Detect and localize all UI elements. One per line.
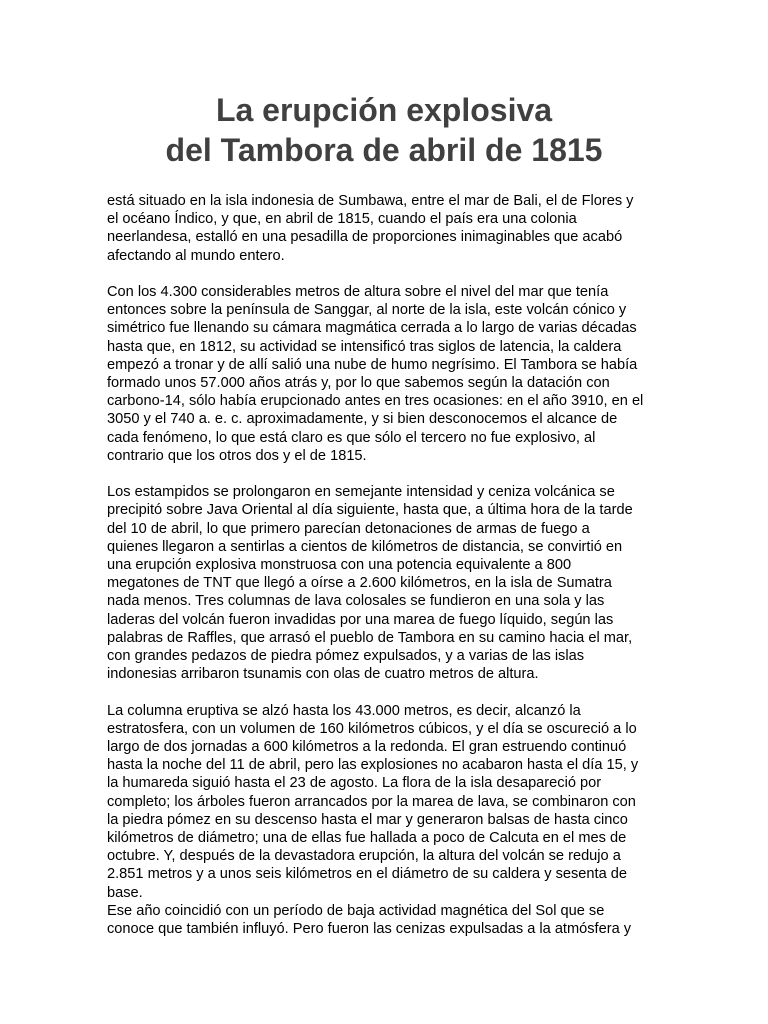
text-line: precipitó sobre Java Oriental al día siguiente, hasta que, a última hora de la tarde (107, 502, 633, 519)
text-line: neerlandesa, estalló en una pesadilla de proporciones inimaginables que acabó (107, 229, 623, 246)
paragraph-5 (107, 902, 667, 938)
paragraph-4 (107, 702, 667, 902)
document-body (107, 192, 667, 938)
paragraph-2 (107, 283, 667, 465)
text-line: palabras de Raffles, que arrasó el pueblo de Tambora en su camino hacia el mar, (107, 629, 633, 646)
text-line: Ese año coincidió con un período de baja actividad magnética del Sol que se (107, 902, 605, 919)
text-line: indonesias arribaron tsunamis con olas de cuatro metros de altura. (107, 666, 539, 683)
text-line: contrario que los otros dos y el de 1815. (107, 447, 367, 464)
text-line: del 10 de abril, lo que primero parecían detonaciones de armas de fuego a (107, 520, 590, 537)
text-line: cada fenómeno, lo que está claro es que sólo el tercero no fue explosivo, al (107, 429, 596, 446)
text-line: la humareda siguió hasta el 23 de agosto. La flora de la isla desapareció por (107, 775, 602, 792)
text-line: empezó a tronar y de allí salió una nube de humo negrísimo. El Tambora se había (107, 356, 638, 373)
text-line: octubre. Y, después de la devastadora erupción, la altura del volcán se redujo a (107, 848, 621, 865)
text-line: afectando al mundo entero. (107, 247, 285, 264)
text-line: Los estampidos se prolongaron en semejante intensidad y ceniza volcánica se (107, 484, 615, 501)
text-line: kilómetros de diámetro; una de ellas fue hallada a poco de Calcuta en el mes de (107, 830, 627, 847)
text-line: megatones de TNT que llegó a oírse a 2.600 kilómetros, en la isla de Sumatra (107, 575, 612, 592)
title-line-1: La erupción explosiva (215, 92, 553, 128)
text-line: carbono-14, sólo había erupcionado antes en tres ocasiones: en el año 3910, en el (107, 393, 644, 410)
text-line: nada menos. Tres columnas de lava colosales se fundieron en una sola y las (107, 593, 605, 610)
text-line: está situado en la isla indonesia de Sumbawa, entre el mar de Bali, el de Flores y (107, 193, 634, 209)
paragraph-1 (107, 192, 667, 265)
title-line-2: del Tambora de abril de 1815 (165, 132, 603, 168)
text-line: Con los 4.300 considerables metros de altura sobre el nivel del mar que tenía (107, 284, 609, 300)
text-line: 3050 y el 740 a. e. c. aproximadamente, y si bien desconocemos el alcance de (107, 411, 618, 428)
paragraph-3 (107, 483, 667, 683)
text-line: entonces sobre la península de Sanggar, al norte de la isla, este volcán cónico y (107, 302, 627, 319)
text-line: con grandes pedazos de piedra pómez expulsados, y a varias de las islas (107, 648, 585, 665)
text-line: quienes llegaron a sentirlas a cientos de kilómetros de distancia, se convirtió en (107, 538, 623, 555)
text-line: estratosfera, con un volumen de 160 kilómetros cúbicos, y el día se oscureció a lo (107, 720, 637, 737)
text-line: simétrico fue llenando su cámara magmática cerrada a lo largo de varias décadas (107, 320, 637, 337)
text-line: base. (107, 884, 143, 901)
page-title (0, 90, 768, 170)
text-line: hasta que, en 1812, su actividad se intensificó tras siglos de latencia, la caldera (107, 338, 622, 355)
text-line: formado unos 57.000 años atrás y, por lo que sabemos según la datación con (107, 375, 610, 392)
text-line: largo de dos jornadas a 600 kilómetros a la redonda. El gran estruendo continuó (107, 739, 627, 756)
text-line: 2.851 metros y a unos seis kilómetros en el diámetro de su caldera y sesenta de (107, 866, 627, 883)
text-line: el océano Índico, y que, en abril de 1815, cuando el país era una colonia (107, 211, 577, 228)
text-line: la piedra pómez en su descenso hasta el mar y generaron balsas de hasta cinco (107, 811, 628, 828)
text-line: La columna eruptiva se alzó hasta los 43.000 metros, es decir, alcanzó la (107, 702, 581, 719)
text-line: una erupción explosiva monstruosa con una potencia equivalente a 800 (107, 557, 572, 574)
text-line: laderas del volcán fueron invadidas por una marea de fuego líquido, según las (107, 611, 614, 628)
text-line: completo; los árboles fueron arrancados por la marea de lava, se combinaron con (107, 793, 636, 810)
text-line: conoce que también influyó. Pero fueron las cenizas expulsadas a la atmósfera y (107, 921, 632, 938)
text-line: hasta la noche del 11 de abril, pero las explosiones no acabaron hasta el día 15, y (107, 757, 639, 774)
